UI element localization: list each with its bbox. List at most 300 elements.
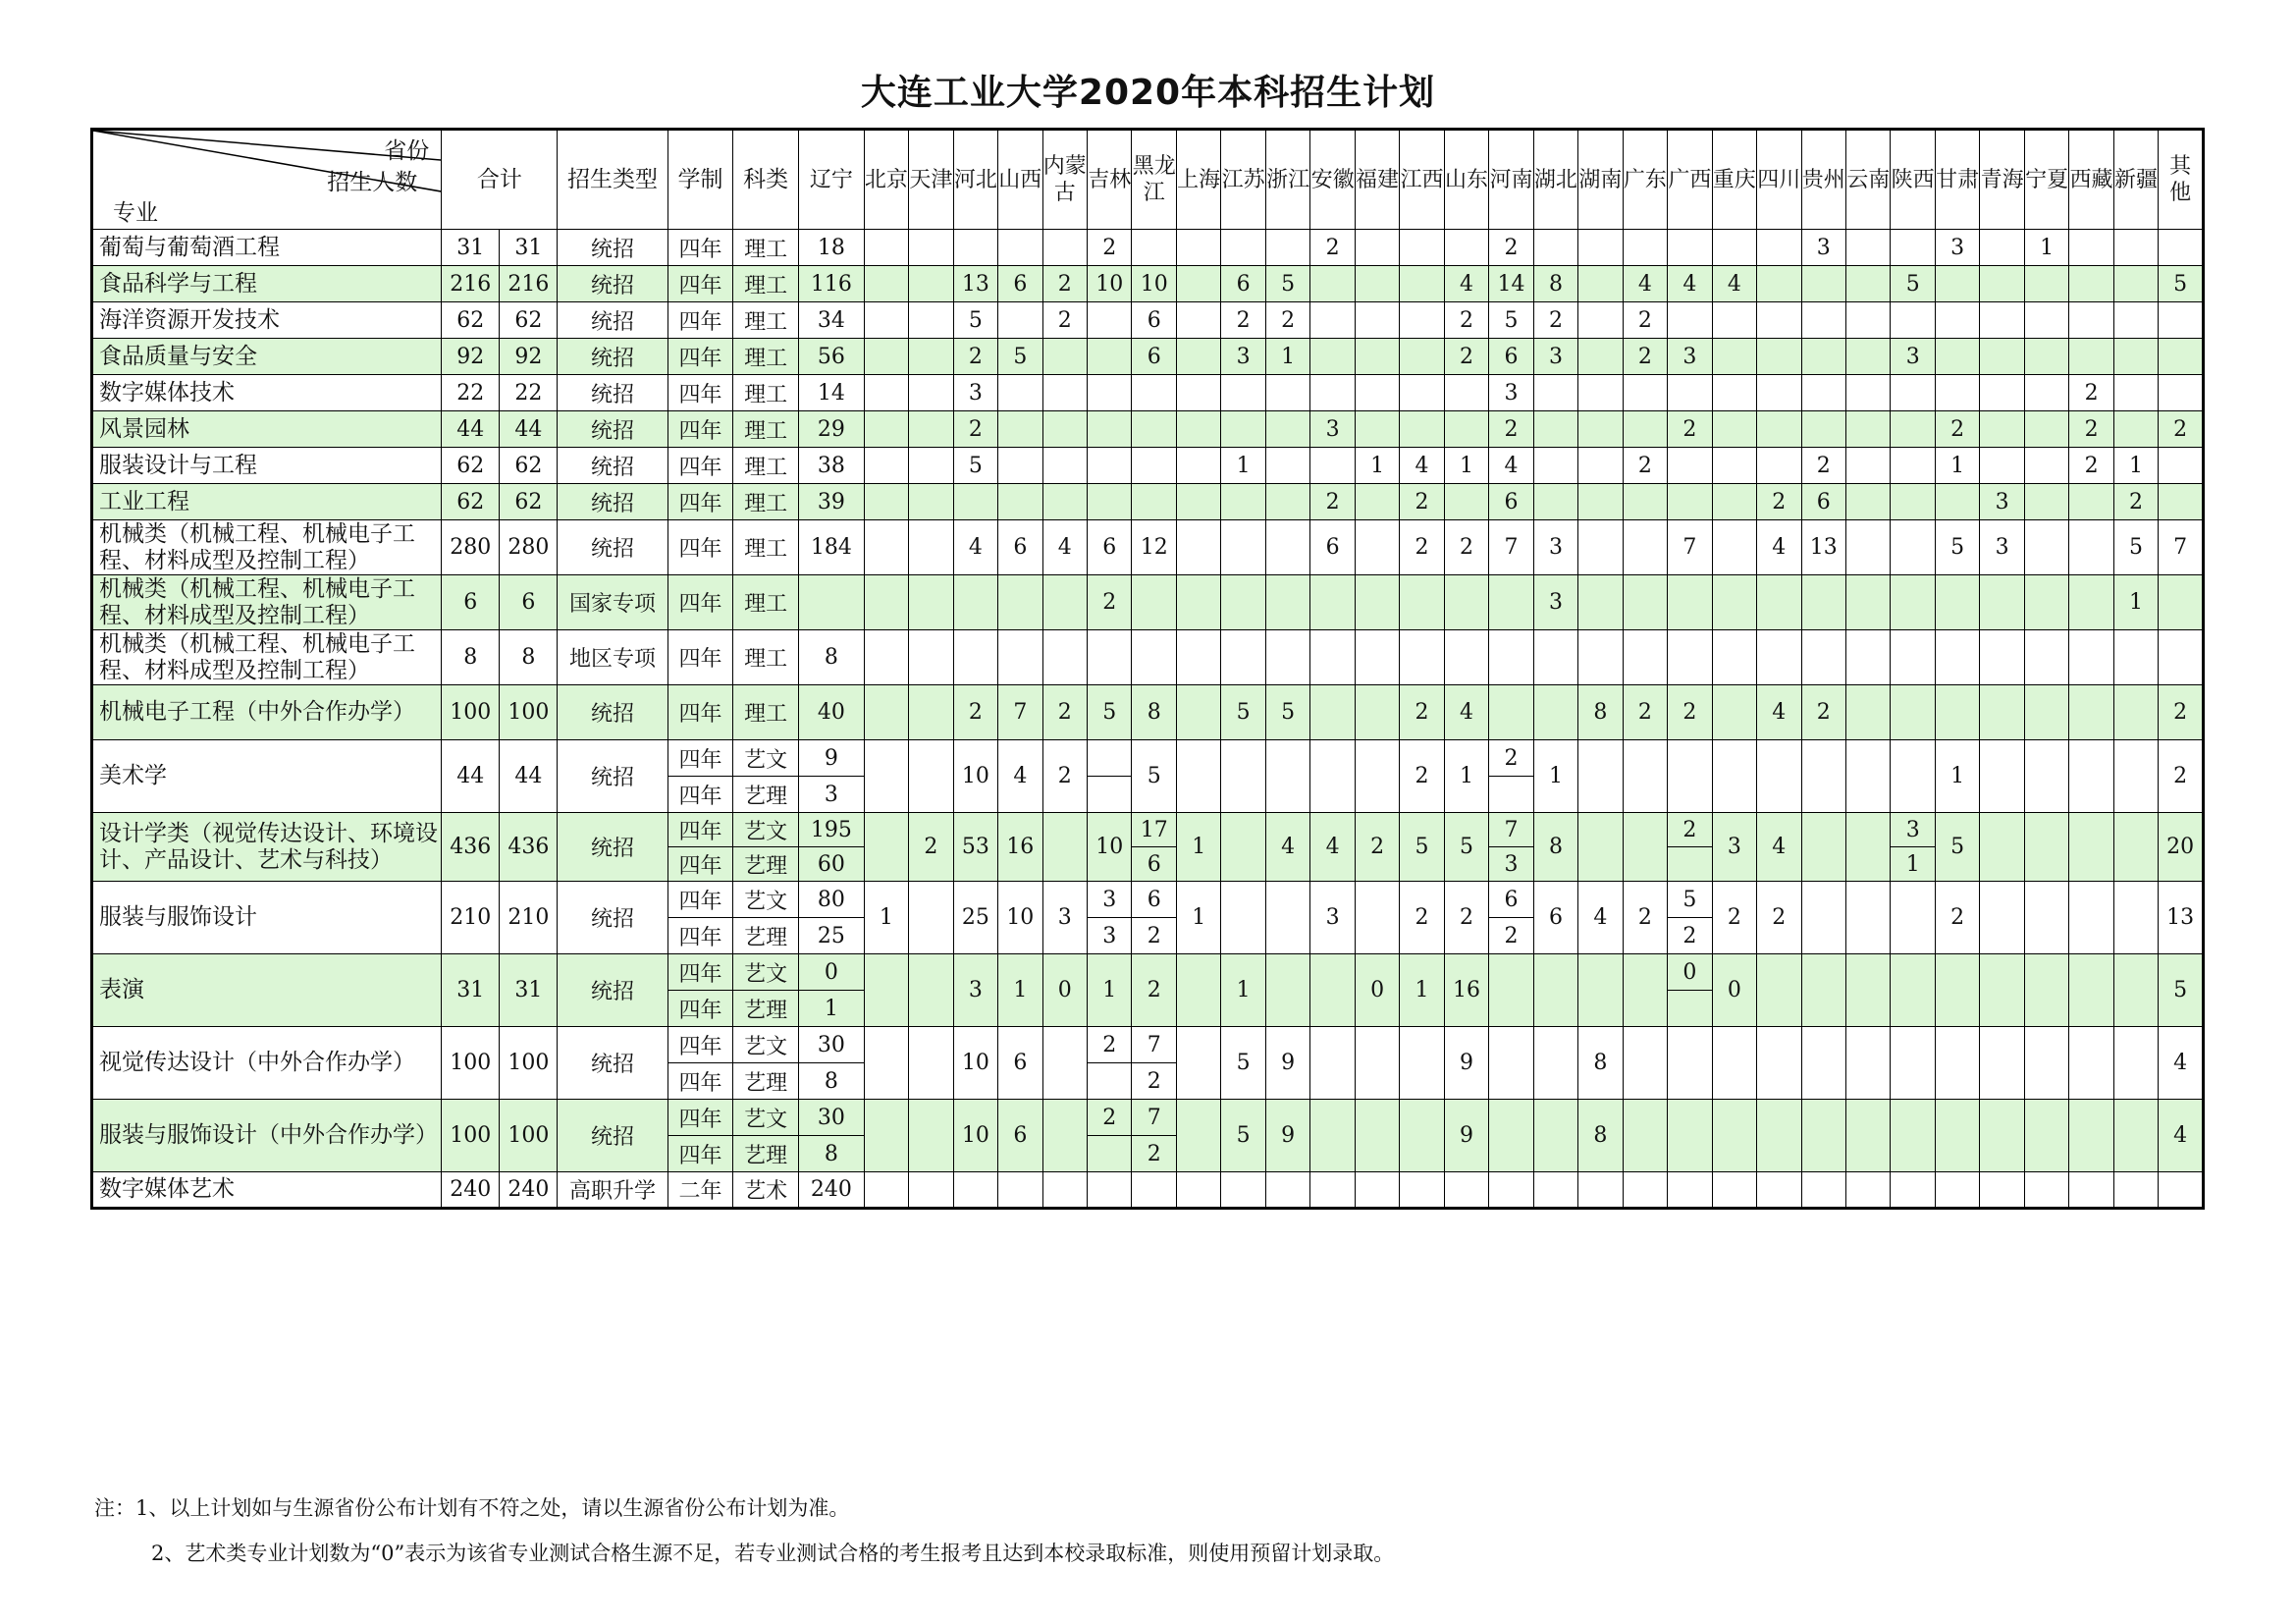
province-count (1533, 448, 1577, 484)
study-years: 四年 (667, 375, 733, 411)
header-province: 吉林 (1088, 130, 1132, 230)
table-row (92, 339, 2204, 375)
province-count (909, 230, 953, 266)
province-count (1265, 1172, 1309, 1209)
province-count: 1 (1444, 448, 1488, 484)
province-count (1221, 1172, 1265, 1209)
province-count (2069, 1172, 2113, 1209)
province-count (2159, 375, 2204, 411)
province-count (2113, 740, 2158, 813)
corner-major-label: 专业 (113, 200, 158, 226)
table-row (92, 630, 2204, 685)
province-count: 8 (798, 1136, 864, 1172)
province-count (2069, 882, 2113, 954)
province-count (1310, 375, 1355, 411)
province-count (1935, 575, 1979, 630)
province-count: 3 (1801, 230, 1845, 266)
province-count (1042, 1027, 1087, 1100)
province-count (1355, 1172, 1399, 1209)
province-count: 7 (1489, 520, 1533, 575)
province-count: 8 (1533, 813, 1577, 882)
province-count: 3 (953, 954, 997, 1027)
province-count (1935, 484, 1979, 520)
table-body (92, 130, 2204, 1209)
province-count: 1 (1176, 882, 1220, 954)
province-count: 6 (1489, 484, 1533, 520)
province-count: 2 (1801, 685, 1845, 740)
province-count (1845, 339, 1890, 375)
province-count (1489, 1027, 1533, 1100)
header-province: 江苏 (1221, 130, 1265, 230)
province-count (1668, 630, 1712, 685)
province-count (1845, 302, 1890, 339)
province-count (1132, 630, 1176, 685)
province-count: 3 (1042, 882, 1087, 954)
major-name: 数字媒体技术 (92, 375, 442, 411)
province-count: 5 (953, 302, 997, 339)
province-count (1845, 448, 1890, 484)
province-count (2024, 630, 2068, 685)
province-count: 3 (1891, 813, 1935, 847)
province-count (1980, 1027, 2024, 1100)
province-count (909, 954, 953, 1027)
province-count (1221, 575, 1265, 630)
province-count (1132, 230, 1176, 266)
total-count: 436 (500, 813, 558, 882)
enroll-type: 统招 (558, 685, 667, 740)
province-count (1757, 1100, 1801, 1172)
province-count (1265, 740, 1309, 813)
province-count: 9 (798, 740, 864, 777)
province-count (1132, 575, 1176, 630)
enroll-type: 统招 (558, 484, 667, 520)
province-count: 8 (798, 1063, 864, 1100)
province-count (2113, 302, 2158, 339)
province-count (1176, 740, 1220, 813)
province-count: 1 (1088, 954, 1132, 1027)
province-count (1042, 630, 1087, 685)
province-count (1980, 685, 2024, 740)
province-count (1310, 685, 1355, 740)
total-count: 62 (442, 448, 500, 484)
province-count: 6 (1132, 847, 1176, 882)
province-count (1042, 339, 1087, 375)
province-count (1712, 339, 1756, 375)
province-count (1712, 520, 1756, 575)
province-count (1355, 575, 1399, 630)
major-name: 美术学 (92, 740, 442, 813)
province-count: 2 (1400, 882, 1444, 954)
province-count (1623, 740, 1667, 813)
province-count (1265, 520, 1309, 575)
province-count (909, 448, 953, 484)
province-count (1400, 339, 1444, 375)
table-row (92, 484, 2204, 520)
province-count (1265, 230, 1309, 266)
province-count (1355, 411, 1399, 448)
subject-category: 艺理 (733, 1063, 799, 1100)
province-count (2069, 520, 2113, 575)
major-name: 服装与服饰设计 (92, 882, 442, 954)
province-count (1668, 1172, 1712, 1209)
table-row (92, 411, 2204, 448)
total-count: 31 (500, 954, 558, 1027)
header-province: 山西 (998, 130, 1042, 230)
province-count (1355, 266, 1399, 302)
province-count (2113, 954, 2158, 1027)
province-count: 0 (1042, 954, 1087, 1027)
study-years: 二年 (667, 1172, 733, 1209)
province-count (1310, 1172, 1355, 1209)
enrollment-plan-table (90, 128, 2205, 1210)
province-count (864, 813, 908, 882)
province-count (1533, 1027, 1577, 1100)
province-count (1980, 302, 2024, 339)
province-count (2069, 302, 2113, 339)
province-count (1845, 266, 1890, 302)
enroll-type: 统招 (558, 520, 667, 575)
total-count: 31 (500, 230, 558, 266)
province-count (1623, 1100, 1667, 1172)
subject-category: 艺理 (733, 777, 799, 813)
province-count (1935, 685, 1979, 740)
province-count (1712, 1100, 1756, 1172)
province-count (1355, 302, 1399, 339)
header-province: 云南 (1845, 130, 1890, 230)
province-count: 195 (798, 813, 864, 847)
province-count (2024, 339, 2068, 375)
province-count: 60 (798, 847, 864, 882)
province-count (1980, 411, 2024, 448)
total-count: 44 (500, 740, 558, 813)
province-count: 2 (1265, 302, 1309, 339)
province-count (909, 411, 953, 448)
province-count (1801, 339, 1845, 375)
province-count (1578, 954, 1623, 1027)
province-count (1355, 1027, 1399, 1100)
province-count (1801, 375, 1845, 411)
province-count (1176, 339, 1220, 375)
enroll-type: 统招 (558, 230, 667, 266)
province-count: 2 (1489, 918, 1533, 954)
total-count: 100 (442, 1100, 500, 1172)
province-count (1042, 230, 1087, 266)
province-count (1801, 302, 1845, 339)
province-count: 4 (1489, 448, 1533, 484)
province-count (1489, 1172, 1533, 1209)
province-count (1355, 339, 1399, 375)
province-count: 8 (1578, 1100, 1623, 1172)
table-row (92, 1100, 2204, 1136)
study-years: 四年 (667, 302, 733, 339)
province-count (1980, 575, 2024, 630)
province-count (1355, 882, 1399, 954)
province-count (2024, 954, 2068, 1027)
province-count (1712, 1172, 1756, 1209)
total-count: 22 (442, 375, 500, 411)
province-count (1980, 230, 2024, 266)
province-count (1578, 302, 1623, 339)
province-count (1891, 685, 1935, 740)
province-count: 8 (1533, 266, 1577, 302)
province-count: 2 (1310, 230, 1355, 266)
province-count: 3 (1489, 847, 1533, 882)
province-count (1757, 740, 1801, 813)
province-count: 7 (1132, 1100, 1176, 1136)
province-count (1578, 339, 1623, 375)
province-count: 2 (2159, 685, 2204, 740)
province-count (1578, 375, 1623, 411)
province-count (1891, 448, 1935, 484)
province-count: 9 (1265, 1027, 1309, 1100)
province-count: 2 (1400, 520, 1444, 575)
province-count: 7 (1668, 520, 1712, 575)
province-count (1310, 954, 1355, 1027)
province-count: 5 (2159, 954, 2204, 1027)
province-count (1533, 1100, 1577, 1172)
subject-category: 艺理 (733, 991, 799, 1027)
province-count: 1 (1265, 339, 1309, 375)
province-count (1265, 411, 1309, 448)
study-years: 四年 (667, 882, 733, 918)
province-count: 1 (1533, 740, 1577, 813)
province-count (909, 1172, 953, 1209)
province-count: 2 (1221, 302, 1265, 339)
province-count: 2 (1355, 813, 1399, 882)
province-count: 1 (1444, 740, 1488, 813)
province-count (1845, 1027, 1890, 1100)
province-count: 34 (798, 302, 864, 339)
total-count: 44 (442, 740, 500, 813)
province-count (2113, 1172, 2158, 1209)
province-count (1355, 1100, 1399, 1172)
province-count (1355, 484, 1399, 520)
province-count (2113, 411, 2158, 448)
province-count (1712, 411, 1756, 448)
subject-category: 理工 (733, 575, 799, 630)
header-province: 陕西 (1891, 130, 1935, 230)
province-count: 2 (953, 339, 997, 375)
province-count (2069, 575, 2113, 630)
province-count (1176, 1172, 1220, 1209)
province-count (1891, 230, 1935, 266)
province-count (2024, 575, 2068, 630)
table-row (92, 882, 2204, 918)
province-count: 4 (1578, 882, 1623, 954)
major-name: 视觉传达设计（中外合作办学） (92, 1027, 442, 1100)
subject-category: 理工 (733, 339, 799, 375)
province-count: 6 (1533, 882, 1577, 954)
study-years: 四年 (667, 1100, 733, 1136)
province-count: 7 (1489, 813, 1533, 847)
province-count (1444, 1172, 1488, 1209)
header-province: 青海 (1980, 130, 2024, 230)
province-count: 80 (798, 882, 864, 918)
subject-category: 理工 (733, 448, 799, 484)
province-count: 3 (1533, 520, 1577, 575)
province-count (2159, 302, 2204, 339)
province-count (1935, 630, 1979, 685)
province-count (1444, 630, 1488, 685)
province-count: 2 (1444, 882, 1488, 954)
total-count: 31 (442, 954, 500, 1027)
total-count: 240 (500, 1172, 558, 1209)
province-count (1176, 448, 1220, 484)
province-count: 5 (1400, 813, 1444, 882)
subject-category: 理工 (733, 230, 799, 266)
province-count (1980, 630, 2024, 685)
province-count: 2 (1132, 1136, 1176, 1172)
province-count (909, 1027, 953, 1100)
province-count (1712, 230, 1756, 266)
province-count: 3 (798, 777, 864, 813)
province-count: 17 (1132, 813, 1176, 847)
province-count (1400, 266, 1444, 302)
province-count: 13 (1801, 520, 1845, 575)
province-count (1132, 375, 1176, 411)
province-count (1712, 448, 1756, 484)
header-category: 科类 (733, 130, 799, 230)
province-count: 12 (1132, 520, 1176, 575)
province-count (1400, 1100, 1444, 1172)
province-count: 2 (1489, 230, 1533, 266)
enroll-type: 统招 (558, 448, 667, 484)
province-count (953, 484, 997, 520)
province-count: 3 (1891, 339, 1935, 375)
province-count (1489, 685, 1533, 740)
province-count (1310, 1027, 1355, 1100)
province-count (1801, 1100, 1845, 1172)
province-count (2113, 685, 2158, 740)
province-count (953, 1172, 997, 1209)
province-count: 56 (798, 339, 864, 375)
province-count (1801, 411, 1845, 448)
province-count (2069, 339, 2113, 375)
province-count (1221, 230, 1265, 266)
province-count: 2 (1623, 685, 1667, 740)
province-count: 4 (1265, 813, 1309, 882)
province-count (864, 375, 908, 411)
province-count (2159, 230, 2204, 266)
province-count (1801, 882, 1845, 954)
total-count: 100 (500, 1100, 558, 1172)
total-count: 62 (500, 302, 558, 339)
province-count: 4 (1712, 266, 1756, 302)
total-count: 100 (442, 1027, 500, 1100)
province-count: 2 (953, 411, 997, 448)
province-count (1935, 266, 1979, 302)
province-count (2069, 740, 2113, 813)
province-count (909, 1100, 953, 1172)
province-count (798, 575, 864, 630)
province-count (1310, 630, 1355, 685)
province-count (1221, 484, 1265, 520)
province-count: 4 (2159, 1027, 2204, 1100)
province-count: 4 (1400, 448, 1444, 484)
province-count (1845, 685, 1890, 740)
province-count: 8 (1132, 685, 1176, 740)
province-count (864, 411, 908, 448)
province-count (1042, 375, 1087, 411)
header-province: 湖南 (1578, 130, 1623, 230)
province-count (1801, 813, 1845, 882)
study-years: 四年 (667, 918, 733, 954)
province-count (1845, 740, 1890, 813)
header-province: 贵州 (1801, 130, 1845, 230)
subject-category: 艺文 (733, 813, 799, 847)
province-count (1444, 575, 1488, 630)
province-count (1042, 813, 1087, 882)
province-count (2113, 813, 2158, 882)
province-count: 3 (1489, 375, 1533, 411)
province-count (1845, 520, 1890, 575)
province-count (1757, 448, 1801, 484)
header-province: 其他 (2159, 130, 2204, 230)
province-count (909, 630, 953, 685)
province-count (1891, 375, 1935, 411)
province-count (1221, 411, 1265, 448)
province-count: 3 (1712, 813, 1756, 882)
province-count (1935, 954, 1979, 1027)
province-count: 2 (1042, 685, 1087, 740)
province-count: 3 (1980, 520, 2024, 575)
province-count (1176, 1100, 1220, 1172)
province-count: 2 (1132, 1063, 1176, 1100)
province-count: 4 (1757, 520, 1801, 575)
major-name: 设计学类（视觉传达设计、环境设计、产品设计、艺术与科技） (92, 813, 442, 882)
province-count: 2 (1310, 484, 1355, 520)
province-count (1623, 813, 1667, 882)
province-count: 1 (1221, 448, 1265, 484)
province-count (1578, 230, 1623, 266)
province-count (1578, 448, 1623, 484)
enroll-type: 统招 (558, 339, 667, 375)
province-count (1489, 630, 1533, 685)
header-province: 甘肃 (1935, 130, 1979, 230)
province-count (1310, 1100, 1355, 1172)
province-count: 4 (953, 520, 997, 575)
province-count: 2 (1088, 575, 1132, 630)
province-count (1042, 1172, 1087, 1209)
province-count: 2 (1042, 266, 1087, 302)
province-count (1891, 882, 1935, 954)
province-count (2024, 813, 2068, 882)
province-count (1310, 740, 1355, 813)
province-count: 9 (1265, 1100, 1309, 1172)
province-count (1845, 954, 1890, 1027)
total-count: 44 (442, 411, 500, 448)
province-count (1712, 630, 1756, 685)
province-count (2069, 954, 2113, 1027)
province-count (1935, 1100, 1979, 1172)
province-count (1533, 630, 1577, 685)
province-count: 0 (1668, 954, 1712, 991)
province-count (1355, 630, 1399, 685)
province-count: 5 (2159, 266, 2204, 302)
province-count: 2 (1042, 302, 1087, 339)
province-count (998, 230, 1042, 266)
province-count (2069, 1027, 2113, 1100)
province-count (1221, 520, 1265, 575)
table-row (92, 813, 2204, 847)
province-count: 6 (1132, 339, 1176, 375)
province-count (1042, 484, 1087, 520)
province-count: 2 (1623, 448, 1667, 484)
province-count (1042, 411, 1087, 448)
province-count: 2 (1668, 813, 1712, 847)
province-count: 5 (1132, 740, 1176, 813)
total-count: 436 (442, 813, 500, 882)
